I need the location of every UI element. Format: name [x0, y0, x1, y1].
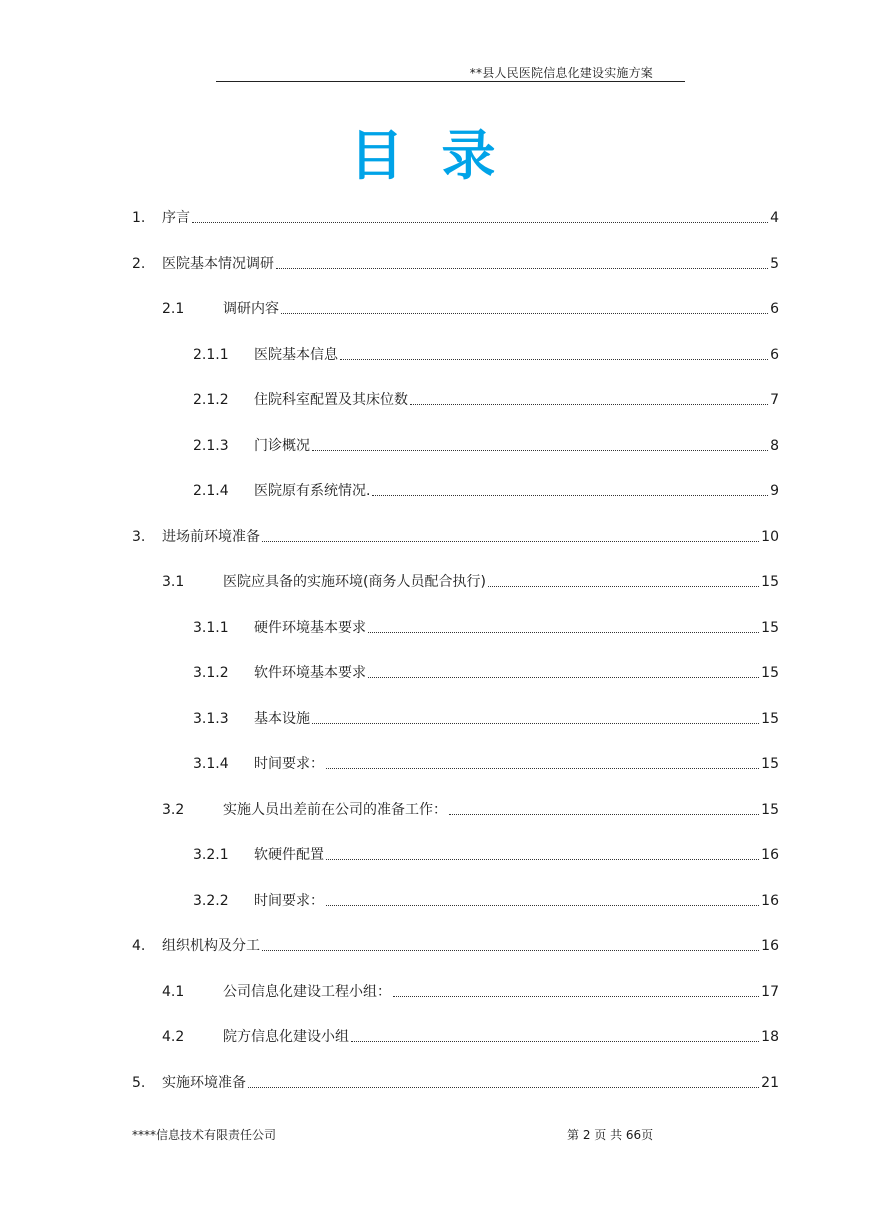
- toc-entry-number: 4.1: [162, 984, 185, 1000]
- toc-leader-dots: [410, 404, 768, 405]
- toc-leader-dots: [393, 996, 759, 997]
- toc-entry-number: 3.2: [162, 802, 185, 818]
- toc-leader-dots: [340, 359, 768, 360]
- toc-entry-page: 7: [770, 392, 779, 408]
- toc-entry-number: 2.1.2: [193, 392, 229, 408]
- footer-company-name: ****信息技术有限责任公司: [132, 1128, 277, 1142]
- toc-entry-page: 15: [761, 711, 779, 727]
- toc-entry[interactable]: [193, 481, 779, 501]
- toc-entry-text: 住院科室配置及其床位数: [254, 392, 408, 408]
- toc-entry-number: 4.: [132, 938, 146, 954]
- toc-entry[interactable]: [193, 891, 779, 911]
- toc-entry[interactable]: [193, 345, 779, 365]
- toc-entry-text: 医院基本信息: [254, 347, 338, 363]
- toc-leader-dots: [326, 768, 759, 769]
- toc-entry-page: 16: [761, 938, 779, 954]
- toc-entry-page: 15: [761, 574, 779, 590]
- toc-entry-page: 15: [761, 665, 779, 681]
- toc-entry-number: 3.2.2: [193, 893, 229, 909]
- toc-entry-page: 10: [761, 529, 779, 545]
- toc-entry-number: 2.1: [162, 301, 185, 317]
- toc-entry-text: 医院基本情况调研: [162, 256, 274, 272]
- toc-entry-text: 软硬件配置: [254, 847, 324, 863]
- toc-entry-number: 1.: [132, 210, 146, 226]
- toc-entry[interactable]: [162, 1027, 779, 1047]
- toc-entry-text: 院方信息化建设小组: [223, 1029, 349, 1045]
- toc-entry[interactable]: [132, 1073, 779, 1093]
- toc-leader-dots: [368, 677, 759, 678]
- toc-entry-text: 调研内容: [223, 301, 279, 317]
- toc-leader-dots: [368, 632, 759, 633]
- toc-leader-dots: [312, 723, 759, 724]
- toc-entry-number: 3.1.2: [193, 665, 229, 681]
- toc-entry[interactable]: [132, 936, 779, 956]
- toc-entry-text: 序言: [162, 210, 190, 226]
- toc-entry-text: 时间要求：: [254, 756, 324, 772]
- toc-entry-number: 3.1.3: [193, 711, 229, 727]
- toc-entry-number: 3.1.4: [193, 756, 229, 772]
- toc-leader-dots: [326, 905, 759, 906]
- toc-entry-text: 时间要求：: [254, 893, 324, 909]
- toc-entry[interactable]: [193, 390, 779, 410]
- toc-title: 目录: [349, 124, 534, 187]
- toc-leader-dots: [192, 222, 768, 223]
- toc-entry-text: 组织机构及分工: [162, 938, 260, 954]
- toc-entry-page: 21: [761, 1075, 779, 1091]
- toc-leader-dots: [262, 950, 759, 951]
- toc-leader-dots: [372, 495, 768, 496]
- toc-leader-dots: [326, 859, 759, 860]
- toc-entry[interactable]: [132, 254, 779, 274]
- toc-entry-text: 医院原有系统情况.: [254, 483, 371, 499]
- toc-entry-text: 实施人员出差前在公司的准备工作：: [223, 802, 447, 818]
- toc-entry-page: 4: [770, 210, 779, 226]
- toc-entry[interactable]: [193, 436, 779, 456]
- toc-entry[interactable]: [193, 845, 779, 865]
- toc-entry-number: 3.: [132, 529, 146, 545]
- toc-leader-dots: [449, 814, 759, 815]
- toc-entry-number: 3.1.1: [193, 620, 229, 636]
- toc-entry-number: 2.1.1: [193, 347, 229, 363]
- toc-entry-page: 6: [770, 347, 779, 363]
- toc-leader-dots: [488, 586, 759, 587]
- toc-entry-text: 公司信息化建设工程小组：: [223, 984, 391, 1000]
- toc-entry-number: 2.: [132, 256, 146, 272]
- toc-entry-text: 进场前环境准备: [162, 529, 260, 545]
- toc-entry-text: 医院应具备的实施环境(商务人员配合执行): [223, 574, 486, 590]
- toc-entry-page: 8: [770, 438, 779, 454]
- toc-entry-number: 2.1.3: [193, 438, 229, 454]
- toc-entry-text: 硬件环境基本要求: [254, 620, 366, 636]
- toc-entry[interactable]: [162, 299, 779, 319]
- toc-leader-dots: [276, 268, 768, 269]
- toc-entry-number: 3.2.1: [193, 847, 229, 863]
- toc-entry-page: 15: [761, 802, 779, 818]
- toc-entry-page: 18: [761, 1029, 779, 1045]
- toc-entry[interactable]: [132, 527, 779, 547]
- footer-page-number: 第 2 页 共 66页: [567, 1128, 654, 1142]
- toc-entry-page: 16: [761, 893, 779, 909]
- toc-entry[interactable]: [162, 572, 779, 592]
- toc-leader-dots: [281, 313, 768, 314]
- toc-entry[interactable]: [193, 754, 779, 774]
- toc-entry-number: 2.1.4: [193, 483, 229, 499]
- toc-entry-text: 基本设施: [254, 711, 310, 727]
- toc-entry-number: 4.2: [162, 1029, 185, 1045]
- toc-entry-page: 6: [770, 301, 779, 317]
- toc-entry-page: 16: [761, 847, 779, 863]
- toc-leader-dots: [262, 541, 759, 542]
- toc-entry-text: 软件环境基本要求: [254, 665, 366, 681]
- toc-entry-number: 5.: [132, 1075, 146, 1091]
- toc-entry-page: 9: [770, 483, 779, 499]
- toc-leader-dots: [248, 1087, 759, 1088]
- toc-entry[interactable]: [162, 982, 779, 1002]
- toc-entry-page: 15: [761, 620, 779, 636]
- toc-entry[interactable]: [162, 800, 779, 820]
- toc-entry-page: 17: [761, 984, 779, 1000]
- toc-leader-dots: [351, 1041, 759, 1042]
- toc-leader-dots: [312, 450, 768, 451]
- toc-entry[interactable]: [132, 208, 779, 228]
- toc-entry[interactable]: [193, 663, 779, 683]
- toc-entry-text: 实施环境准备: [162, 1075, 246, 1091]
- toc-entry[interactable]: [193, 709, 779, 729]
- toc-entry-number: 3.1: [162, 574, 185, 590]
- toc-entry-page: 5: [770, 256, 779, 272]
- toc-entry-text: 门诊概况: [254, 438, 310, 454]
- document-header-title: **县人民医院信息化建设实施方案: [469, 66, 653, 80]
- toc-entry[interactable]: [193, 618, 779, 638]
- toc-entry-page: 15: [761, 756, 779, 772]
